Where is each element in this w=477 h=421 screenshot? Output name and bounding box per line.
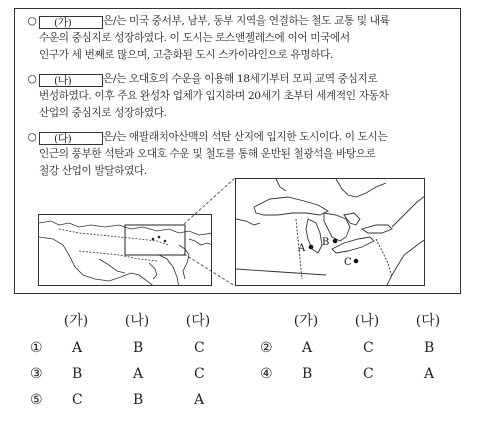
bullet: ○ <box>27 15 37 27</box>
option-number: ③ <box>30 366 43 382</box>
item-na-line3: 산업의 중심지로 성장하였다. <box>39 107 167 119</box>
city-point-a <box>309 245 314 250</box>
item-da-line1: 은/는 애팔래치아산맥의 석탄 산지에 입지한 도시이다. 이 도시는 <box>103 131 388 143</box>
header-da-right: (다) <box>415 313 441 329</box>
option-value: A <box>72 340 83 356</box>
option-value: A <box>424 366 435 382</box>
option-number: ② <box>260 340 273 356</box>
header-na-left: (나) <box>124 313 150 329</box>
city-label-b: B <box>322 237 330 248</box>
option-value: B <box>72 366 83 382</box>
option-value: C <box>194 340 205 356</box>
option-value: B <box>424 340 435 356</box>
item-da-line3: 철강 산업이 발달하였다. <box>39 165 147 177</box>
passage-item-da <box>25 129 387 180</box>
blank-box-da: (다) <box>39 132 103 145</box>
option-value: C <box>363 366 374 382</box>
item-ga-line1: 은/는 미국 중서부, 남부, 동부 지역을 연결하는 철도 교통 및 내륙 <box>103 15 390 27</box>
option-number: ④ <box>260 366 273 382</box>
header-ga-left: (가) <box>63 313 89 329</box>
option-value: C <box>72 392 83 408</box>
option-value: A <box>133 366 144 382</box>
item-ga-line3: 인구가 세 번째로 많으며, 고층화된 도시 스카이라인으로 유명하다. <box>39 49 334 61</box>
option-number: ⑤ <box>30 392 43 408</box>
item-da-line2: 인근의 풍부한 석탄과 오대호 수운 및 철도를 통해 운반된 철광석을 바탕으로 <box>39 148 376 160</box>
north-america-map-graphic <box>39 215 212 286</box>
option-value: A <box>302 340 313 356</box>
answer-choices <box>0 300 477 421</box>
item-na-line2: 번성하였다. 이후 주요 완성차 업체가 입지하며 20세기 초부터 세계적인 자동차 <box>39 90 389 102</box>
option-number: ① <box>30 340 43 356</box>
item-na-line1: 은/는 오대호의 수운을 이용해 18세기부터 모피 교역 중심지로 <box>103 73 378 85</box>
overview-map <box>38 214 212 286</box>
blank-box-ga: (가) <box>39 16 103 29</box>
city-point-b <box>333 239 338 244</box>
option-value: C <box>194 366 205 382</box>
option-value: B <box>133 340 144 356</box>
bullet: ○ <box>27 131 37 143</box>
inset-frame <box>125 225 185 255</box>
option-value: B <box>302 366 313 382</box>
great-lakes-map-graphic <box>236 179 425 286</box>
bullet: ○ <box>27 73 37 85</box>
item-ga-line2: 수운의 중심지로 성장하였다. 이 도시는 로스앤젤레스에 이어 미국에서 <box>39 32 350 44</box>
header-da-left: (다) <box>185 313 211 329</box>
option-value: B <box>133 392 144 408</box>
header-na-right: (나) <box>354 313 380 329</box>
great-lakes-map <box>235 178 425 286</box>
city-point-c <box>354 259 359 264</box>
header-ga-right: (가) <box>293 313 319 329</box>
option-value: A <box>194 392 205 408</box>
city-label-c: C <box>344 257 352 268</box>
option-value: C <box>363 340 374 356</box>
passage-item-ga <box>25 13 390 64</box>
city-label-a: A <box>298 243 306 254</box>
blank-box-na: (나) <box>39 74 103 87</box>
passage-item-na <box>25 71 388 122</box>
